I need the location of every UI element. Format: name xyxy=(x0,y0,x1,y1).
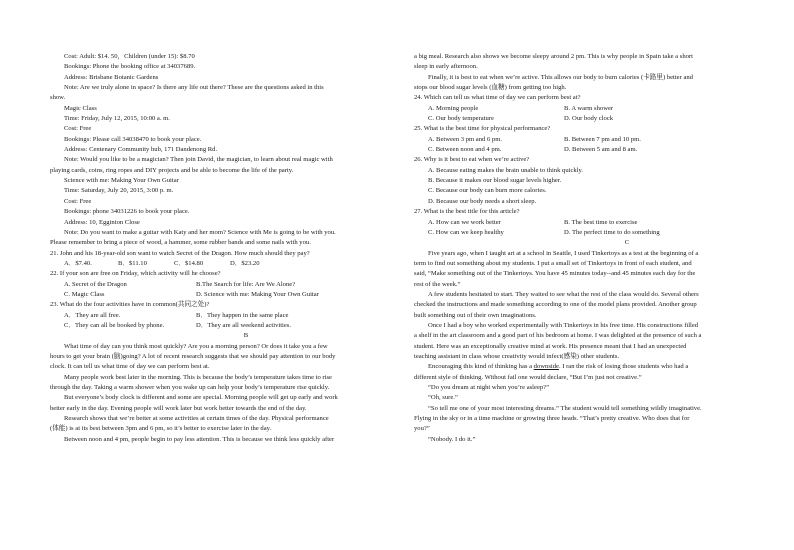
text-line: Research shows that we’re better at some activities at certain times of the day. Physical performance xyxy=(64,415,329,423)
option-c: C．$14.80 xyxy=(174,259,204,267)
option-a: A．$7.40. xyxy=(64,259,92,267)
text-line: Time: Friday, July 12, 2015, 10:00 a. m. xyxy=(64,115,170,123)
option-c: C. Because our body can burn more calories. xyxy=(428,187,547,195)
underlined-word: downside xyxy=(533,363,559,371)
text-line: Five years ago, when I taught art at a school in Seattle, I used Tinkertoys as a test at the beginning of a xyxy=(428,249,699,257)
option-a: A．They are all free. xyxy=(64,311,121,319)
option-b: B．$11.10 xyxy=(118,259,147,267)
question-27-stem: 27. What is the best title for this article? xyxy=(414,208,520,216)
text-line: sleep in early afternoon. xyxy=(414,63,478,71)
question-21-options xyxy=(50,259,382,269)
question-24-stem: 24. Which can tell us what time of day we can perform best at? xyxy=(414,94,581,102)
text-line: (体能) is at its best between 3pm and 6 pm, so it’s better to exercise later in the day. xyxy=(50,425,272,433)
text-line: Address: Brisbane Botanic Gardens xyxy=(64,73,159,81)
option-d: D. The perfect time to do something xyxy=(564,228,660,236)
text-line: rest of the week.” xyxy=(414,280,461,288)
text-line: through the day. Taking a warm shower when you wake up can help your body’s temperature rise quickly. xyxy=(50,384,330,391)
text-line: Cost: Adult: $14. 50，Children (under 15): $8.70 xyxy=(64,53,195,60)
text-line: Note: Do you want to make a guitar with Katy and her mom? Science with Me is going to be with you. xyxy=(64,228,336,236)
text-line: a shelf in the art classroom and a good part of his bedroom at home. I was delighted at the presence of such a xyxy=(414,332,702,340)
text-line: clock. It can tell us what time of day we can perform best at. xyxy=(50,363,210,371)
option-d: D．$23.20 xyxy=(230,259,260,267)
text-line: Bookings: phone 34031226 to book your place. xyxy=(64,208,190,216)
text-line: A few students hesitated to start. They waited to see what the rest of the class would do. Several others xyxy=(428,290,699,298)
text-line: term to find out something about my students. I put a small set of Tinkertoys in front of each student, and xyxy=(414,259,692,267)
option-d: D. Between 5 am and 8 am. xyxy=(564,146,638,154)
activity-title: Science with me: Making Your Own Guitar xyxy=(64,177,179,185)
option-d: D．They are all weekend activities. xyxy=(196,321,292,329)
text-line: better early in the day. Evening people will work later but work better towards the end of the day. xyxy=(50,404,307,412)
question-23-stem: 23. What do the four activities have in common(共同之处)? xyxy=(50,301,210,309)
question-23-options-cd xyxy=(50,321,382,331)
text-line: playing cards, coins, ring ropes and DIY projects and be able to become the life of the party. xyxy=(50,166,294,174)
option-b: B. A warm shower xyxy=(564,104,614,112)
text-line: Cost: Free xyxy=(64,197,92,205)
text-fragment: Encouraging this kind of thinking has a xyxy=(428,363,534,371)
text-line: you?” xyxy=(414,425,430,433)
text-line: Between noon and 4 pm, people begin to pay less attention. This is because we think less quickly after xyxy=(64,435,335,443)
text-line: Note: Are we truly alone in space? Is there any life out there? These are the questions asked in this xyxy=(64,84,324,92)
section-b-heading: B xyxy=(243,332,249,340)
text-line: hours to get your brain (脑)going? A lot of recent research suggests that we should pay attention to our body xyxy=(50,352,336,360)
option-b: B. Between 7 pm and 10 pm. xyxy=(564,135,641,143)
text-line: Please remember to bring a piece of wood, a hammer, some rubber bands and some nails with you. xyxy=(50,239,311,247)
option-b: B.The Search for life: Are We Alone? xyxy=(196,280,296,288)
question-25-options-cd xyxy=(414,145,750,155)
option-b: B. The best time to exercise xyxy=(564,218,638,226)
option-c: C. Our body temperature xyxy=(428,115,494,123)
question-27-options-ab xyxy=(414,218,750,228)
text-line: stops our blood sugar levels (血糖) from getting too high. xyxy=(414,84,567,92)
text-line: “Nobody. I do it.” xyxy=(428,435,476,443)
option-c: C. Between noon and 4 pm. xyxy=(428,146,502,154)
text-line: What time of day can you think most quickly? Are you a morning person? Or does it take you a few xyxy=(64,342,328,350)
text-line: Finally, it is best to eat when we’re active. This allows our body to burn calories (卡路里) better and xyxy=(428,73,693,81)
question-22-options-ab xyxy=(50,280,382,290)
question-23-options-ab xyxy=(50,311,382,321)
option-b: B. Because it makes our blood sugar levels higher. xyxy=(428,177,562,185)
option-c: C. Magic Class xyxy=(64,290,105,298)
text-fragment: . I ran the risk of losing those students who had a xyxy=(558,363,689,371)
text-line: Address: 10, Egginton Close xyxy=(64,218,140,226)
option-d: D. Science with me: Making Your Own Guitar xyxy=(196,290,319,298)
option-d: D. Because our body needs a short sleep. xyxy=(428,197,537,205)
question-25-options-ab xyxy=(414,135,750,145)
text-line: “Oh, sure.” xyxy=(428,394,458,402)
option-c: C. How can we keep healthy xyxy=(428,228,504,236)
question-22-options-cd xyxy=(50,290,382,300)
text-line: show. xyxy=(50,94,66,102)
question-27-options-cd xyxy=(414,228,750,238)
text-line: built something out of their own imaginations. xyxy=(414,311,537,319)
text-line: Once I had a boy who worked experimentally with Tinkertoys in his free time. His constructions filled xyxy=(428,321,699,329)
question-25-stem: 25. What is the best time for physical performance? xyxy=(414,125,551,133)
question-22-stem: 22. If your son are free on Friday, which activity will he choose? xyxy=(50,270,221,278)
text-line: Time: Saturday, July 20, 2015, 3:00 p. m. xyxy=(64,187,174,195)
question-24-options-cd xyxy=(414,114,750,124)
text-line: Cost: Free xyxy=(64,125,92,133)
question-21-stem: 21. John and his 18-year-old son want to watch Secret of the Dragon. How much should they pay? xyxy=(50,249,310,257)
text-line: Bookings: Please call 34038470 to book your place. xyxy=(64,135,202,143)
option-a: A. How can we work better xyxy=(428,218,501,226)
question-26-stem: 26. Why is it best to eat when we’re active? xyxy=(414,156,530,164)
question-24-options-ab xyxy=(414,104,750,114)
section-c-heading: C xyxy=(624,239,630,247)
text-line: checked the instructions and made something according to one of the model plans provided. Another group xyxy=(414,301,697,309)
text-line: Address: Centenary Community hub, 171 Dandenong Rd. xyxy=(64,146,218,154)
text-line: But everyone’s body clock is different and some are special. Morning people will get up early and work xyxy=(64,394,338,402)
text-line: Note: Would you like to be a magician? Then join David, the magician, to learn about real magic with xyxy=(64,156,333,164)
text-line: said, “Make something out of the Tinkertoys. You have 45 minutes today--and 45 minutes each day for the xyxy=(414,270,696,278)
text-line: Bookings: Phone the booking office at 34037689. xyxy=(64,63,196,71)
text-line xyxy=(414,362,750,372)
text-line: “Do you dream at night when you’re asleep?” xyxy=(428,384,550,391)
left-column xyxy=(50,52,382,445)
option-a: A. Morning people xyxy=(428,104,479,112)
option-b: B．They happen in the same place xyxy=(196,311,289,319)
text-line: Flying in the sky or in a time machine or growing three heads. “That’s pretty creative. Who does that for xyxy=(414,415,690,423)
activity-title: Magic Class xyxy=(64,104,97,112)
option-c: C．They can all be booked by phone. xyxy=(64,321,165,329)
text-line: a big meal. Research also shows we become sleepy around 2 pm. This is why people in Spain take a short xyxy=(414,53,693,60)
right-column xyxy=(414,52,750,445)
text-line: Many people work best later in the morning. This is because the body’s temperature takes time to rise xyxy=(64,373,332,381)
text-line: “So tell me one of your most interesting dreams.” The student would tell something wildly imaginative. xyxy=(428,404,702,412)
text-line: student. Here was an exceptionally creative mind at work. His presence meant that I had an unexpected xyxy=(414,342,687,350)
option-a: A. Because eating makes the brain unable to think quickly. xyxy=(428,166,584,174)
option-a: A. Between 3 pm and 6 pm. xyxy=(428,135,502,143)
option-d: D. Our body clock xyxy=(564,115,614,123)
option-a: A. Secret of the Dragon xyxy=(64,280,127,288)
text-line: teaching assistant in class whose creativity would infect(感染) other students. xyxy=(414,352,620,360)
text-line: different style of thinking. Without fail one would declare, “But I’m just not creative.” xyxy=(414,373,642,381)
